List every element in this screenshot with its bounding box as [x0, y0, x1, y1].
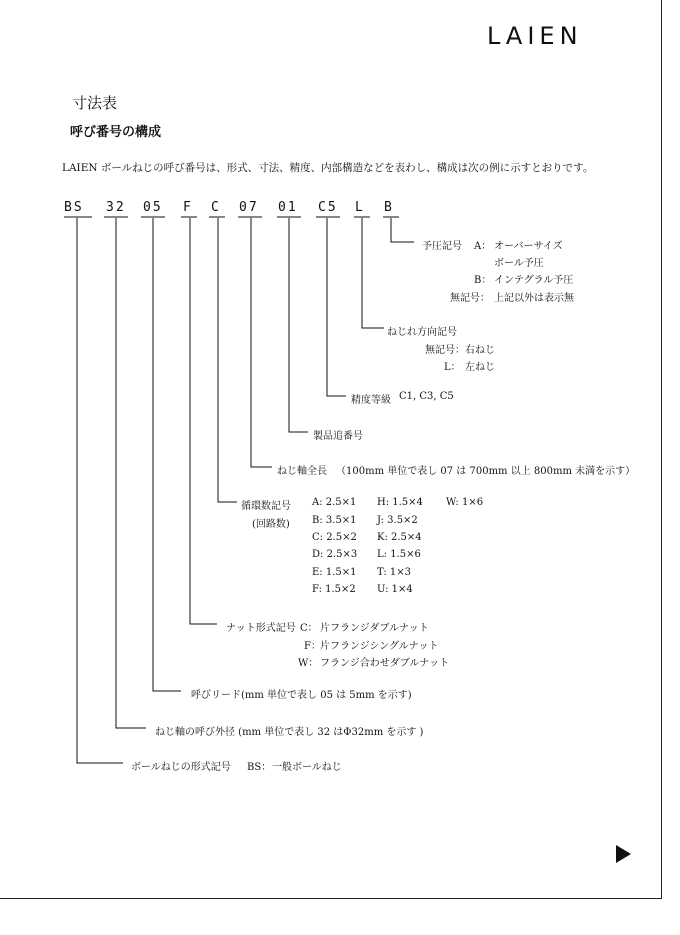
nut-w-value: フランジ合わせダブルナット	[320, 658, 450, 669]
connector-serial	[289, 218, 308, 432]
preload-b-key: B：	[474, 275, 492, 286]
next-page-arrow-icon[interactable]	[616, 845, 631, 863]
circuit-b: B: 3.5×1	[312, 515, 357, 526]
connector-nut	[190, 218, 217, 624]
code-part-32: 32	[106, 200, 126, 215]
connector-circuits	[218, 218, 237, 502]
type-value: 一般ボールねじ	[272, 762, 342, 773]
connector-lead	[153, 218, 181, 691]
nut-f-key: F：	[304, 641, 321, 652]
serial-label: 製品追番号	[313, 431, 363, 442]
laien-logo: LAIEN	[487, 22, 583, 50]
circuit-d: D: 2.5×3	[312, 549, 358, 560]
preload-a-key: A：	[474, 241, 492, 252]
code-part-c: C	[211, 200, 221, 215]
code-part-05: 05	[143, 200, 163, 215]
nut-label: ナット形式記号	[226, 623, 296, 634]
connector-accuracy	[327, 218, 346, 396]
code-part-f: F	[183, 200, 193, 215]
intro-text: LAIEN ボールねじの呼び番号は、形式、寸法、精度、内部構造などを表わし、構成は次の例に示すとおりです。	[62, 162, 594, 174]
circuit-h: H: 1.5×4	[377, 497, 423, 508]
connector-direction	[362, 218, 384, 328]
circuit-w: W: 1×6	[446, 497, 484, 508]
direction-none-value: 右ねじ	[465, 345, 495, 356]
connector-diameter	[116, 218, 146, 728]
length-label: ねじ軸全長	[277, 466, 327, 477]
nut-c-key: C：	[300, 623, 318, 634]
accuracy-label: 精度等級	[351, 395, 391, 406]
circuit-u: U: 1×4	[377, 584, 413, 595]
code-part-bs: BS	[64, 200, 84, 215]
type-label: ボールねじの形式記号	[131, 762, 231, 773]
circuit-k: K: 2.5×4	[377, 532, 422, 543]
nut-w-key: W：	[298, 658, 319, 669]
accuracy-value: C1, C3, C5	[399, 391, 454, 402]
connector-preload	[391, 218, 414, 242]
circuits-label: 循環数記号	[241, 501, 291, 512]
connector-length	[251, 218, 272, 467]
circuit-f: F: 1.5×2	[312, 584, 356, 595]
circuit-a: A: 2.5×1	[312, 497, 357, 508]
code-part-07: 07	[239, 200, 259, 215]
circuit-l: L: 1.5×6	[377, 549, 421, 560]
section-title: 呼び番号の構成	[70, 125, 162, 140]
direction-none-key: 無記号：	[425, 345, 465, 356]
code-part-c5: C5	[318, 200, 338, 215]
circuit-t: T: 1×3	[377, 567, 411, 578]
preload-label: 予圧記号	[422, 241, 462, 252]
preload-a-value2: ボール予圧	[494, 258, 544, 269]
nut-f-value: 片フランジシングルナット	[320, 641, 439, 652]
circuit-j: J: 3.5×2	[377, 515, 418, 526]
code-part-01: 01	[278, 200, 298, 215]
direction-l-key: L：	[444, 362, 461, 373]
circuit-c: C: 2.5×2	[312, 532, 357, 543]
direction-label: ねじれ方向記号	[387, 327, 457, 338]
length-note: （100mm 単位で表し 07 は 700mm 以上 800mm 未満を示す）	[336, 466, 636, 477]
preload-b-value: インテグラル予圧	[494, 275, 574, 286]
circuit-e: E: 1.5×1	[312, 567, 357, 578]
diameter-text: ねじ軸の呼び外径 (mm 単位で表し 32 はΦ32mm を示す )	[155, 727, 424, 738]
nut-c-value: 片フランジダブルナット	[320, 623, 429, 634]
type-key: BS：	[247, 762, 272, 773]
preload-none-value: 上記以外は表示無	[494, 293, 574, 304]
code-part-b: B	[384, 200, 394, 215]
preload-none-key: 無記号：	[450, 293, 490, 304]
code-part-l: L	[355, 200, 365, 215]
page-title: 寸法表	[72, 94, 118, 112]
preload-a-value: オーバーサイズ	[494, 241, 563, 252]
lead-text: 呼びリード(mm 単位で表し 05 は 5mm を示す)	[191, 690, 412, 701]
circuits-sublabel: (回路数)	[252, 519, 290, 530]
direction-l-value: 左ねじ	[465, 362, 495, 373]
